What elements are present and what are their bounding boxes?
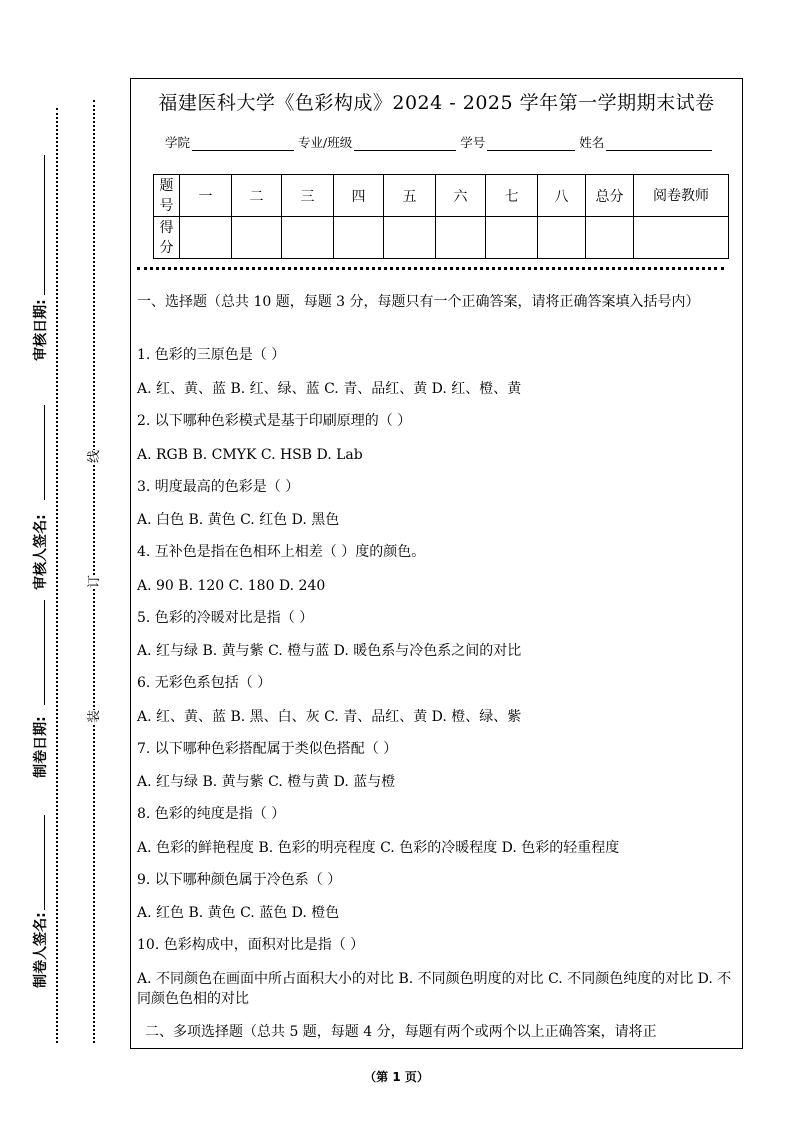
col-4: 四 bbox=[334, 175, 384, 217]
outer-dotted-line bbox=[56, 108, 58, 1043]
binding-dotted-line bbox=[93, 100, 95, 1043]
college-field[interactable] bbox=[192, 136, 294, 151]
review-date-underline bbox=[44, 155, 45, 295]
exam-title: 福建医科大学《色彩构成》2024 - 2025 学年第一学期期末试卷 bbox=[158, 92, 715, 114]
major-label: 专业/班级 bbox=[298, 135, 353, 150]
question: 9. 以下哪种颜色属于冷色系（ ） bbox=[137, 872, 342, 888]
col-8: 八 bbox=[538, 175, 586, 217]
score-label: 得分 bbox=[154, 217, 180, 259]
question: 3. 明度最高的色彩是（ ） bbox=[137, 479, 300, 495]
page-number: （第 1 页） bbox=[364, 1070, 429, 1084]
review-date-label: 审核日期: bbox=[33, 299, 49, 361]
col-2: 二 bbox=[232, 175, 282, 217]
maker-sign-underline bbox=[44, 815, 45, 910]
answer-options: A. 不同颜色在画面中所占面积大小的对比 B. 不同颜色明度的对比 C. 不同颜色纯度的对比 D. 不同颜色色相的对比 bbox=[137, 971, 732, 1007]
col-1: 一 bbox=[180, 175, 232, 217]
score-cell[interactable] bbox=[334, 217, 384, 259]
col-7: 七 bbox=[486, 175, 538, 217]
question: 10. 色彩构成中，面积对比是指（ ） bbox=[137, 937, 365, 953]
name-label: 姓名 bbox=[579, 135, 605, 150]
college-label: 学院 bbox=[165, 135, 191, 150]
name-field[interactable] bbox=[606, 136, 712, 151]
binding-mark-line: 线 bbox=[83, 450, 102, 463]
answer-options: A. 90 B. 120 C. 180 D. 240 bbox=[137, 578, 326, 594]
score-table-score-row bbox=[154, 217, 729, 259]
question: 1. 色彩的三原色是（ ） bbox=[137, 347, 286, 363]
answer-options: A. 色彩的鲜艳程度 B. 色彩的明亮程度 C. 色彩的冷暖程度 D. 色彩的轻重程度 bbox=[137, 840, 620, 856]
score-cell[interactable] bbox=[538, 217, 586, 259]
answer-options: A. RGB B. CMYK C. HSB D. Lab bbox=[137, 447, 363, 463]
score-cell[interactable] bbox=[282, 217, 334, 259]
question: 4. 互补色是指在色相环上相差（ ）度的颜色。 bbox=[137, 544, 426, 560]
section-divider bbox=[137, 267, 724, 270]
exam-frame bbox=[130, 78, 743, 1049]
reviewer-sign-underline bbox=[44, 405, 45, 500]
col-6: 六 bbox=[436, 175, 486, 217]
answer-options: A. 白色 B. 黄色 C. 红色 D. 黑色 bbox=[137, 512, 340, 528]
student-info-row bbox=[165, 133, 716, 151]
col-grader: 阅卷教师 bbox=[634, 175, 729, 217]
answer-options: A. 红、黄、蓝 B. 红、绿、蓝 C. 青、品红、黄 D. 红、橙、黄 bbox=[137, 381, 522, 397]
score-table bbox=[153, 174, 729, 259]
score-cell[interactable] bbox=[486, 217, 538, 259]
answer-options: A. 红与绿 B. 黄与紫 C. 橙与蓝 D. 暖色系与冷色系之间的对比 bbox=[137, 643, 522, 659]
col-total: 总分 bbox=[586, 175, 634, 217]
major-field[interactable] bbox=[354, 136, 456, 151]
answer-options: A. 红色 B. 黄色 C. 蓝色 D. 橙色 bbox=[137, 905, 340, 921]
binding-mark-zhuang: 装 bbox=[83, 710, 102, 723]
score-cell[interactable] bbox=[586, 217, 634, 259]
make-date-label: 制卷日期: bbox=[33, 716, 49, 778]
make-date-underline bbox=[44, 600, 45, 705]
answer-options: A. 红、黄、蓝 B. 黑、白、灰 C. 青、品红、黄 D. 橙、绿、紫 bbox=[137, 709, 522, 725]
maker-sign-label: 制卷人签名: bbox=[33, 912, 49, 988]
question: 2. 以下哪种色彩模式是基于印刷原理的（ ） bbox=[137, 413, 412, 429]
binding-mark-ding: 订 bbox=[83, 575, 102, 588]
score-cell[interactable] bbox=[634, 217, 729, 259]
score-cell[interactable] bbox=[384, 217, 436, 259]
col-5: 五 bbox=[384, 175, 436, 217]
answer-options: A. 红与绿 B. 黄与紫 C. 橙与黄 D. 蓝与橙 bbox=[137, 774, 396, 790]
score-table-header-row bbox=[154, 175, 729, 217]
score-cell[interactable] bbox=[180, 217, 232, 259]
student-id-field[interactable] bbox=[487, 136, 575, 151]
question: 6. 无彩色系包括（ ） bbox=[137, 675, 272, 691]
score-cell[interactable] bbox=[232, 217, 282, 259]
question: 7. 以下哪种色彩搭配属于类似色搭配（ ） bbox=[137, 741, 398, 757]
question: 8. 色彩的纯度是指（ ） bbox=[137, 806, 286, 822]
col-3: 三 bbox=[282, 175, 334, 217]
student-id-label: 学号 bbox=[460, 135, 486, 150]
section1-title: 一、选择题（总共 10 题，每题 3 分，每题只有一个正确答案，请将正确答案填入括号内） bbox=[137, 294, 700, 310]
reviewer-sign-label: 审核人签名: bbox=[33, 514, 49, 590]
score-cell[interactable] bbox=[436, 217, 486, 259]
section2-title: 二、多项选择题（总共 5 题，每题 4 分，每题有两个或两个以上正确答案，请将正 bbox=[145, 1024, 657, 1040]
question-number-label: 题号 bbox=[154, 175, 180, 217]
question: 5. 色彩的冷暖对比是指（ ） bbox=[137, 610, 314, 626]
